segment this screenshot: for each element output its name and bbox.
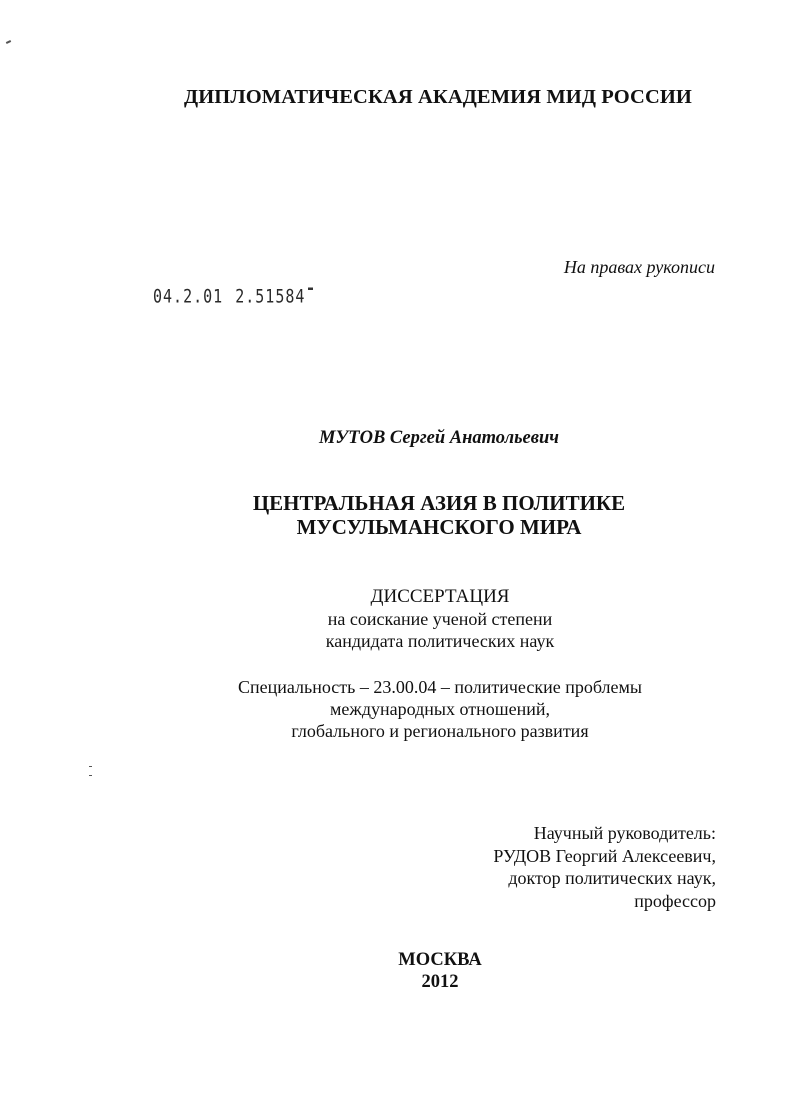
supervisor-label: Научный руководитель: xyxy=(533,823,716,843)
scan-mark-left-2 xyxy=(89,775,92,776)
year: 2012 xyxy=(421,972,459,992)
specialty-block xyxy=(0,676,794,742)
author-name: МУТОВ Сергей Анатольевич xyxy=(318,428,560,448)
stamp-dash xyxy=(308,288,313,291)
city: МОСКВА xyxy=(398,950,482,970)
stamp-code: 04.2.01 xyxy=(153,285,224,308)
supervisor-block xyxy=(493,822,716,912)
scan-mark-left-1 xyxy=(89,766,92,767)
degree-block xyxy=(0,586,794,652)
degree-heading: ДИССЕРТАЦИЯ xyxy=(370,586,510,607)
supervisor-rank: профессор xyxy=(634,890,716,911)
specialty-line-3: глобального и регионального развития xyxy=(291,721,589,741)
institution-name: ДИПЛОМАТИЧЕСКАЯ АКАДЕМИЯ МИД РОССИИ xyxy=(184,86,692,108)
scan-mark-top-left xyxy=(6,40,11,44)
degree-line-1: на соискание ученой степени xyxy=(327,609,553,629)
supervisor-degree: доктор политических наук, xyxy=(508,868,716,888)
city-year-block xyxy=(0,949,794,993)
degree-line-2: кандидата политических наук xyxy=(325,631,555,651)
registration-stamp xyxy=(153,285,313,308)
title-line-2: МУСУЛЬМАНСКОГО МИРА xyxy=(296,515,582,539)
dissertation-title xyxy=(0,491,794,539)
rights-note: На правах рукописи xyxy=(563,257,715,277)
supervisor-name: РУДОВ Георгий Алексеевич, xyxy=(493,845,716,866)
specialty-line-1: Специальность – 23.00.04 – политические проблемы xyxy=(237,677,643,697)
title-line-1: ЦЕНТРАЛЬНАЯ АЗИЯ В ПОЛИТИКЕ xyxy=(252,491,626,515)
specialty-line-2: международных отношений, xyxy=(330,699,550,719)
stamp-number: 2.51584 xyxy=(235,285,306,308)
